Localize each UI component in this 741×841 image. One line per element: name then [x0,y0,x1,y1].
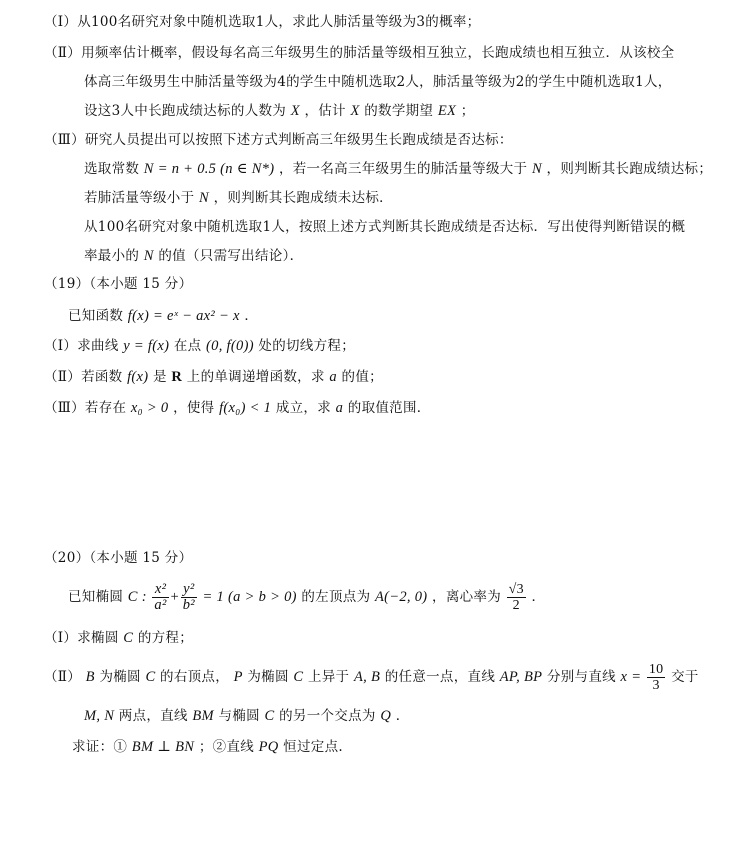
q18-part3-line3: 从100名研究对象中随机选取1人，按照上述方式判断其长跑成绩是否达标．写出使得判断错误的概 [84,219,686,235]
q19-part3: （Ⅲ）若存在 x₀ > 0 ，使得 f(x₀) < 1 成立，求 a 的取值范围． [44,400,431,416]
q20-part2-line2: M, N 两点，直线 BM 与椭圆 C 的另一个交点为 Q ． [84,708,410,724]
q20-given: 已知椭圆 C : $\frac{\text{x²}}{\text{a²}}$ + $\frac{\text{y²}}{\text{b²}}$ = 1 (a > b > 0) 的左顶点为 A(−2, 0) ，离心率为 $\frac{√3}{2}$ ． [68,581,546,613]
q18-part1: （Ⅰ）从100名研究对象中随机选取1人，求此人肺活量等级为3的概率； [44,14,481,30]
q18-part2-line3: 设这3人中长跑成绩达标的人数为 X ，估计 X 的数学期望 EX ； [84,103,475,119]
q18-part3-heading: （Ⅲ）研究人员提出可以按照下述方式判断高三年级男生长跑成绩是否达标： [44,132,513,148]
q20-part2-line1: （Ⅱ） B 为椭圆 C 的右顶点， P 为椭圆 C 上异于 A, B 的任意一点，直线 AP, BP 分别与直线 x = $\frac{10}{3}$ 交于 [44,662,699,693]
q19-part1: （Ⅰ）求曲线 y = f(x) 在点 (0, f(0)) 处的切线方程； [44,338,356,354]
q19-header: （19）（本小题 15 分） [44,276,193,292]
q20-prove: 求证：① BM ⊥ BN ；②直线 PQ 恒过定点. [72,739,343,755]
q18-part2-line2: 体高三年级男生中肺活量等级为4的学生中随机选取2人，肺活量等级为2的学生中随机选取1人， [84,74,672,90]
q19-given: 已知函数 f(x) = eˣ − ax² − x ． [68,308,259,324]
fraction-x2-a2: $\frac{\text{x²}}{\text{a²}}$ [154,581,167,613]
q20-header: （20）（本小题 15 分） [44,550,193,566]
q18-part3-line1: 选取常数 N = n + 0.5 (n ∈ N*) ，若一名高三年级男生的肺活量等级大于 N ，则判断其长跑成绩达标； [84,161,713,177]
q18-part3-line4: 率最小的 N 的值（只需写出结论）． [84,248,304,264]
fraction-10-3: $\frac{10}{3}$ [648,662,664,693]
q19-part2: （Ⅱ）若函数 f(x) 是 R 上的单调递增函数，求 a 的值； [44,369,383,385]
q18-part2-line1: （Ⅱ）用频率估计概率，假设每名高三年级男生的肺活量等级相互独立，长跑成绩也相互独立．从该校全 [44,45,675,61]
q18-part3-line2: 若肺活量等级小于 N ，则判断其长跑成绩未达标． [84,190,393,206]
fraction-sqrt3-2: $\frac{√3}{2}$ [508,582,524,613]
fraction-y2-b2: $\frac{\text{y²}}{\text{b²}}$ [182,581,195,613]
q20-part1: （Ⅰ）求椭圆 C 的方程； [44,630,194,646]
